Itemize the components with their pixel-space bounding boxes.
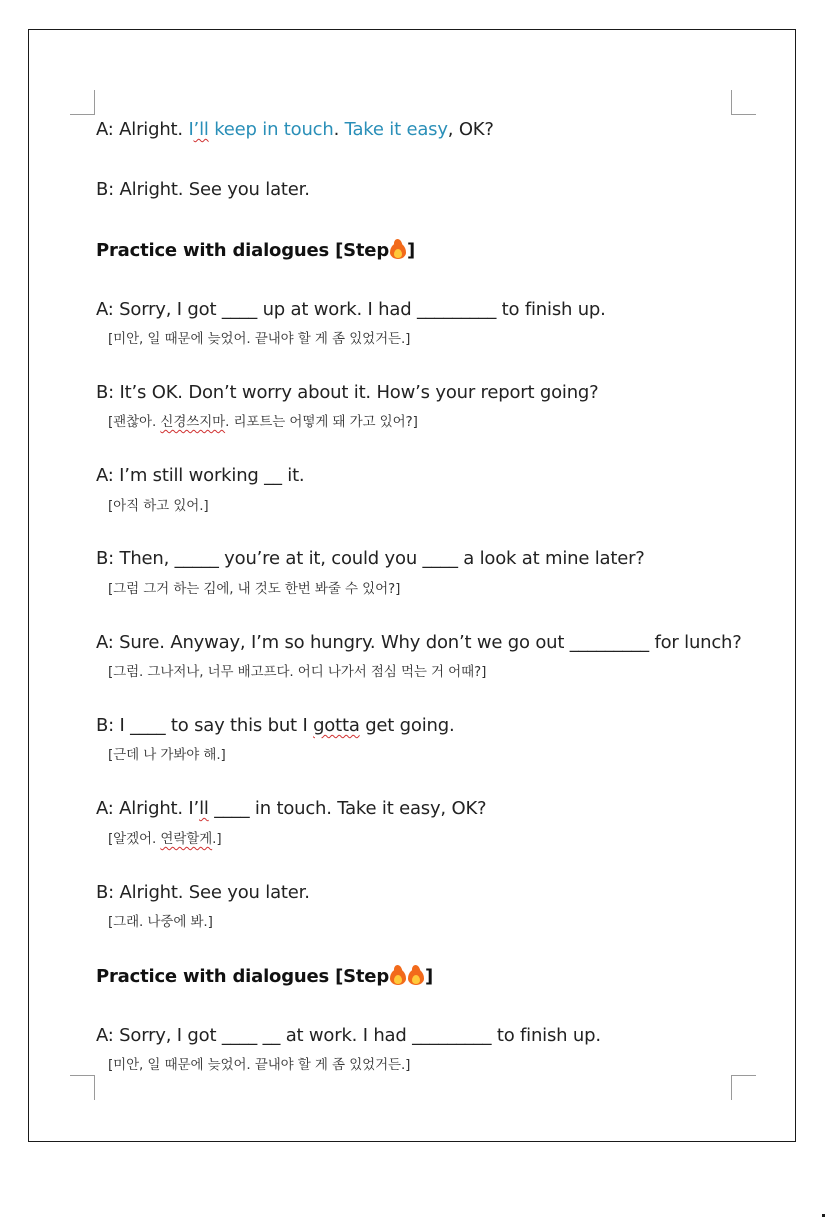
dialogue-line: B: I ____ to say this but I gotta get going.	[96, 715, 455, 736]
translation-line: [아직 하고 있어.]	[108, 498, 209, 514]
margin-mark-bottom-left	[70, 1075, 95, 1100]
translation-line: [알겠어. 연락할게.]	[108, 831, 222, 847]
margin-mark-top-left	[70, 90, 95, 115]
translation-line: [근데 나 가봐야 해.]	[108, 747, 226, 763]
translation-line: [그럼 그거 하는 김에, 내 것도 한번 봐줄 수 있어?]	[108, 581, 401, 597]
dialogue-line: A: Alright. I’ll ____ in touch. Take it easy, OK?	[96, 798, 487, 819]
dialogue-line: B: Then, _____ you’re at it, could you ____ a look at mine later?	[96, 548, 645, 569]
fire-icon	[390, 239, 406, 259]
highlighted-phrase: I’ll keep in touch	[188, 119, 334, 140]
translation-line: [그럼. 그나저나, 너무 배고프다. 어디 나가서 점심 먹는 거 어때?]	[108, 664, 487, 680]
spellcheck-underline: gotta	[313, 715, 360, 736]
translation-line: [괜찮아. 신경쓰지마. 리포트는 어떻게 돼 가고 있어?]	[108, 414, 418, 430]
dialogue-line: B: Alright. See you later.	[96, 882, 310, 903]
translation-line: [미안, 일 때문에 늦었어. 끝내야 할 게 좀 있었거든.]	[108, 331, 411, 347]
translation-line: [그래. 나중에 봐.]	[108, 914, 213, 930]
fire-icon	[390, 965, 406, 985]
dialogue-line: A: Sorry, I got ____ __ at work. I had _________ to finish up.	[96, 1025, 601, 1046]
dialogue-line: A: Alright. I’ll keep in touch. Take it easy, OK?	[96, 119, 494, 140]
page-dot	[822, 1214, 825, 1217]
spellcheck-underline: ’ll	[193, 119, 209, 140]
dialogue-line: A: Sure. Anyway, I’m so hungry. Why don’t we go out _________ for lunch?	[96, 632, 742, 653]
dialogue-line: B: It’s OK. Don’t worry about it. How’s your report going?	[96, 382, 599, 403]
dialogue-line: A: Sorry, I got ____ up at work. I had _________ to finish up.	[96, 299, 606, 320]
dialogue-line: B: Alright. See you later.	[96, 179, 310, 200]
margin-mark-top-right	[731, 90, 756, 115]
spellcheck-underline: 신경쓰지마	[160, 414, 226, 430]
section-heading: Practice with dialogues [Step ]	[96, 966, 434, 987]
margin-mark-bottom-right	[731, 1075, 756, 1100]
section-heading: Practice with dialogues [Step ]	[96, 240, 416, 261]
translation-line: [미안, 일 때문에 늦었어. 끝내야 할 게 좀 있었거든.]	[108, 1057, 411, 1073]
spellcheck-underline: ll	[199, 798, 209, 819]
highlighted-phrase: Take it easy	[344, 119, 448, 140]
fire-icon	[408, 965, 424, 985]
spellcheck-underline: 연락할게	[160, 831, 213, 847]
dialogue-line: A: I’m still working __ it.	[96, 465, 305, 486]
